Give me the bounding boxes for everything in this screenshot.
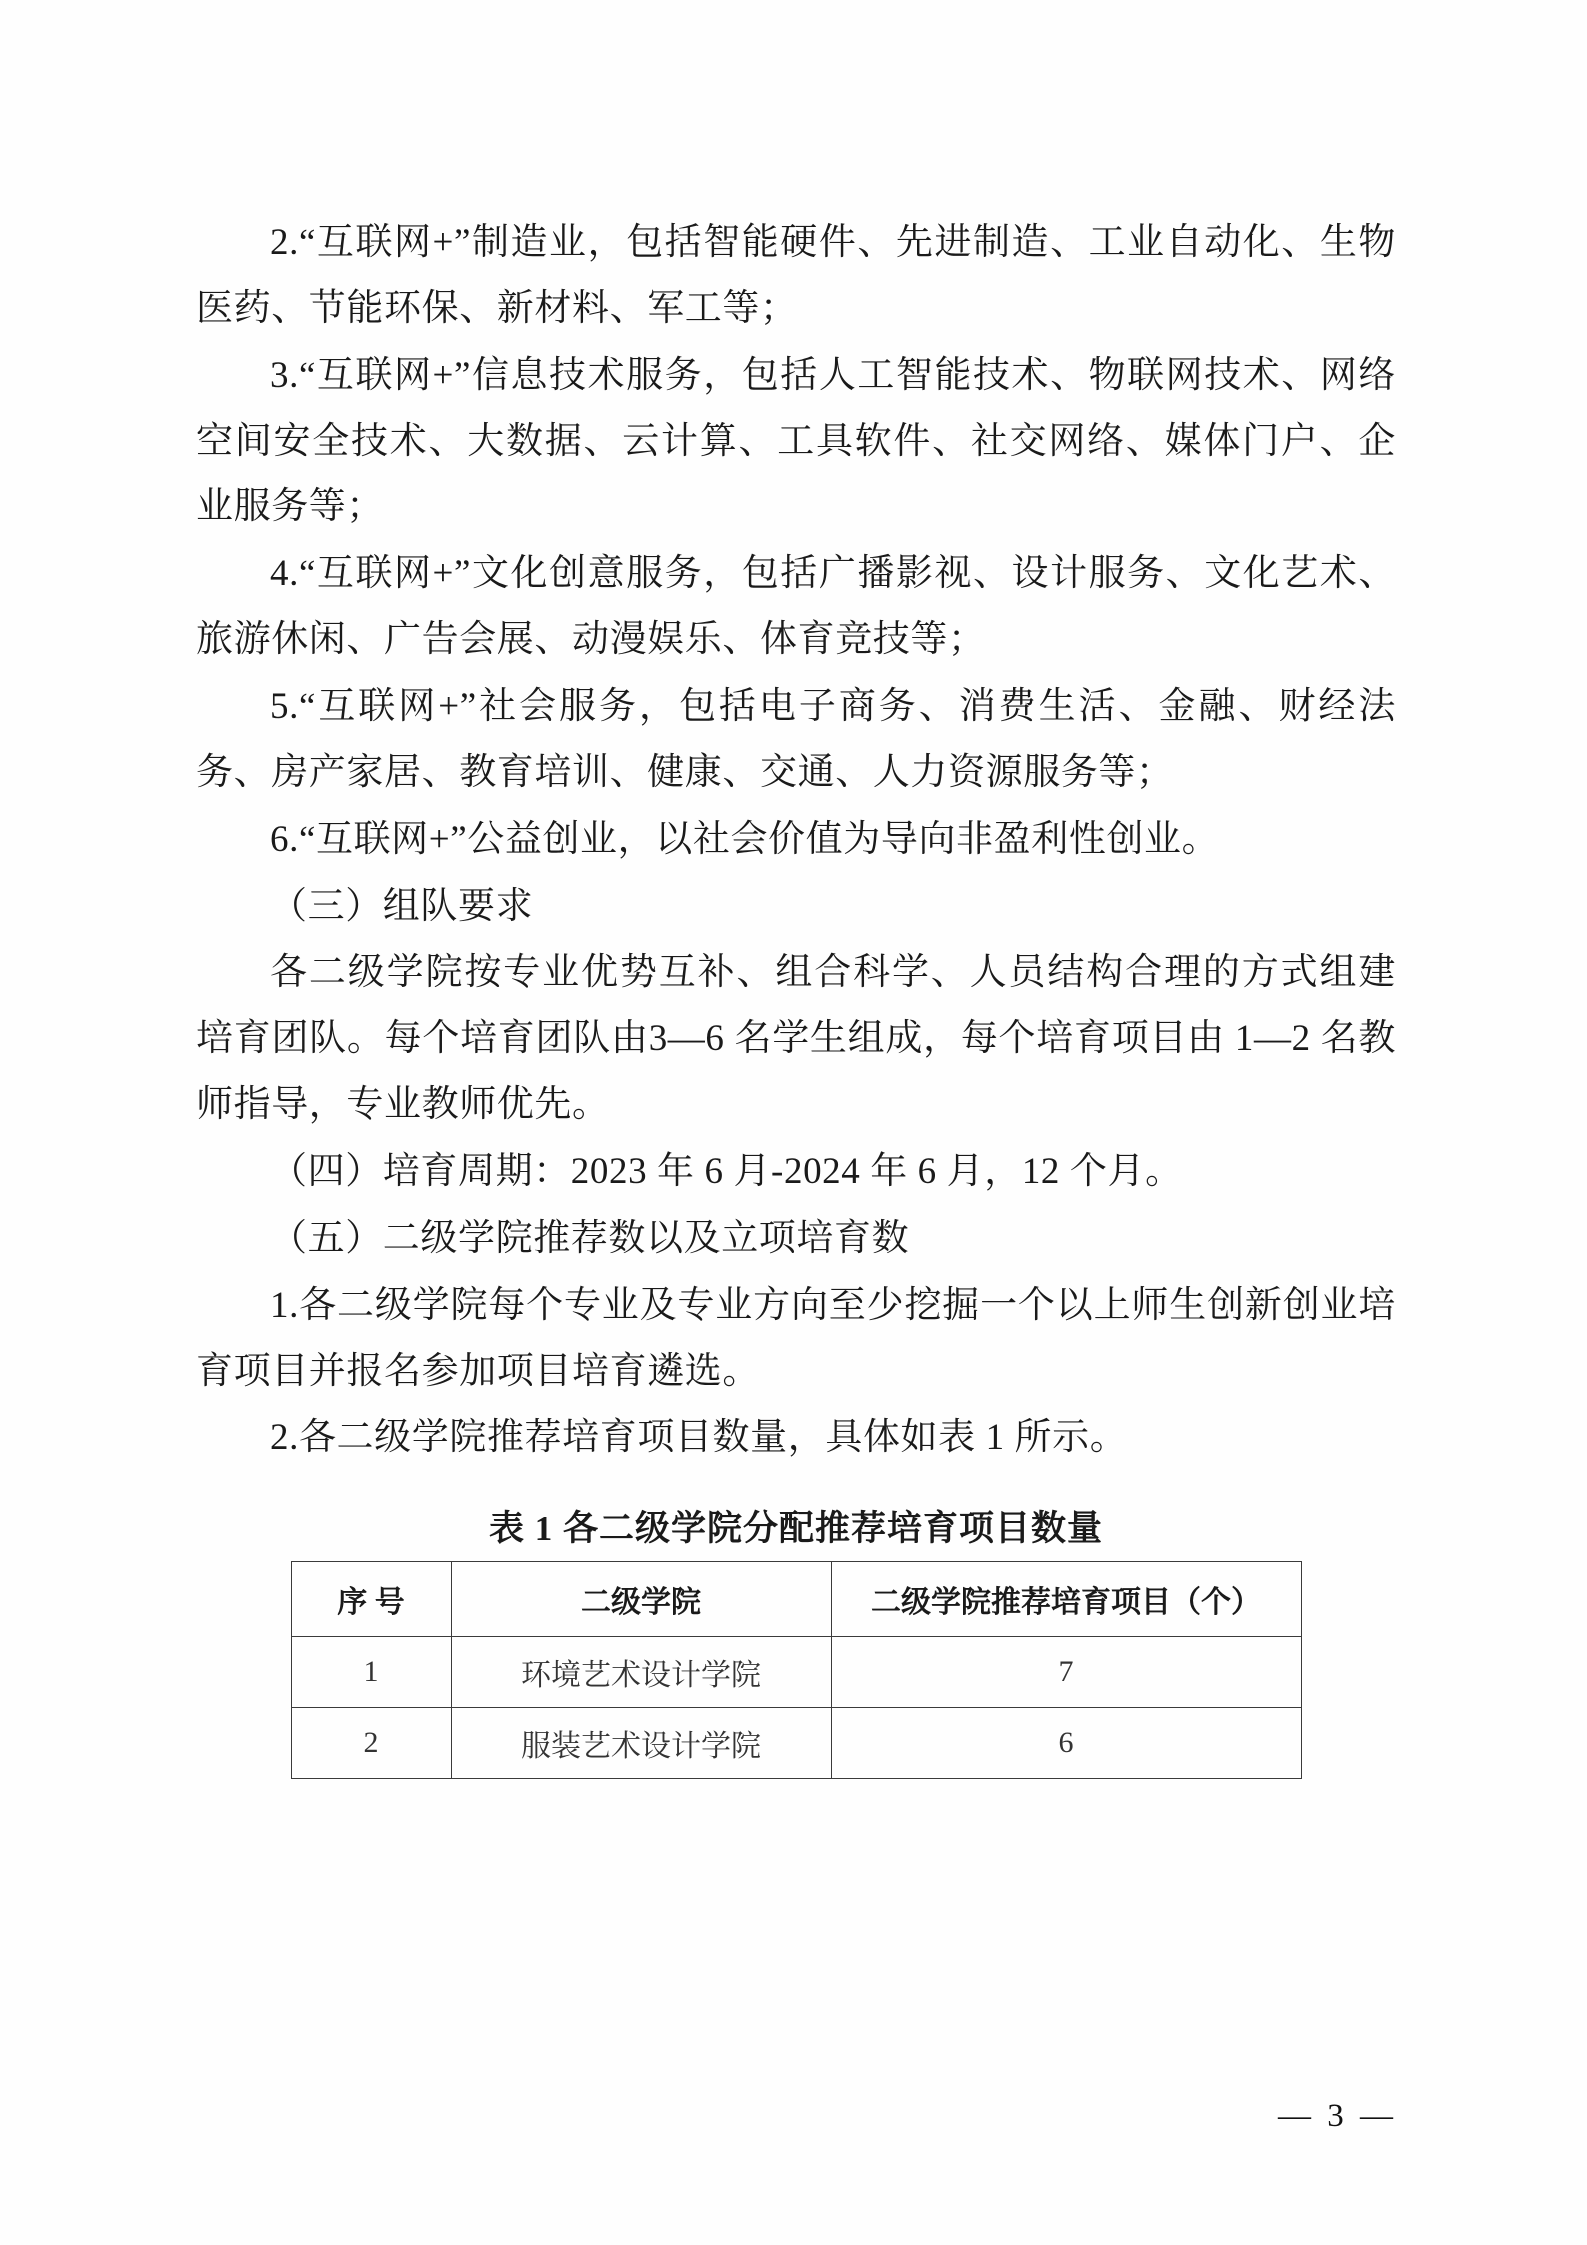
paragraph-recommendation-item-2: 2.各二级学院推荐培育项目数量，具体如表 1 所示。 bbox=[270, 1417, 1128, 1459]
table-header-row bbox=[291, 1562, 1301, 1637]
table-row bbox=[291, 1637, 1301, 1708]
paragraph-item-2: 2.“互联网+”制造业，包括智能硬件、先进制造、工业自动化、生物医药、节能环保、新材料、军工等； bbox=[196, 222, 1396, 329]
section-heading-team-requirements: （三）组队要求 bbox=[270, 885, 534, 927]
table-cell-count: 7 bbox=[831, 1637, 1301, 1708]
table-cell-index: 1 bbox=[291, 1637, 451, 1708]
section-heading-recommendation-counts: （五）二级学院推荐数以及立项培育数 bbox=[270, 1217, 910, 1259]
paragraph-recommendation-item-1: 1.各二级学院每个专业及专业方向至少挖掘一个以上师生创新创业培育项目并报名参加项目培育遴选。 bbox=[196, 1284, 1396, 1392]
table-cell-college: 服装艺术设计学院 bbox=[451, 1708, 831, 1779]
paragraph-team-requirements-body: 各二级学院按专业优势互补、组合科学、人员结构合理的方式组建培育团队。每个培育团队由3—6 名学生组成，每个培育项目由 1—2 名教师指导，专业教师优先。 bbox=[196, 952, 1396, 1126]
document-body bbox=[196, 210, 1396, 1779]
table-cell-index: 2 bbox=[291, 1708, 451, 1779]
paragraph-item-5: 5.“互联网+”社会服务，包括电子商务、消费生活、金融、财经法务、房产家居、教育培训、健康、交通、人力资源服务等； bbox=[196, 686, 1396, 793]
paragraph-item-4: 4.“互联网+”文化创意服务，包括广播影视、设计服务、文化艺术、旅游休闲、广告会展、动漫娱乐、体育竞技等； bbox=[196, 553, 1396, 661]
paragraph-item-6: 6.“互联网+”公益创业，以社会价值为导向非盈利性创业。 bbox=[270, 818, 1220, 860]
table-caption: 表 1 各二级学院分配推荐培育项目数量 bbox=[488, 1509, 1103, 1549]
table-cell-count: 6 bbox=[831, 1708, 1301, 1779]
table-cell-college: 环境艺术设计学院 bbox=[451, 1637, 831, 1708]
table-row bbox=[291, 1708, 1301, 1779]
paragraph-item-3: 3.“互联网+”信息技术服务，包括人工智能技术、物联网技术、网络空间安全技术、大数据、云计算、工具软件、社交网络、媒体门户、企业服务等； bbox=[196, 354, 1396, 528]
table-header-cell-index: 序 号 bbox=[291, 1562, 451, 1637]
table-header-cell-count: 二级学院推荐培育项目（个） bbox=[831, 1562, 1301, 1637]
page-number: — 3 — bbox=[1278, 2098, 1397, 2134]
table-header-cell-college: 二级学院 bbox=[451, 1562, 831, 1637]
section-heading-cultivation-period: （四）培育周期：2023 年 6 月-2024 年 6 月，12 个月。 bbox=[270, 1151, 1183, 1193]
allocation-table bbox=[291, 1561, 1302, 1779]
